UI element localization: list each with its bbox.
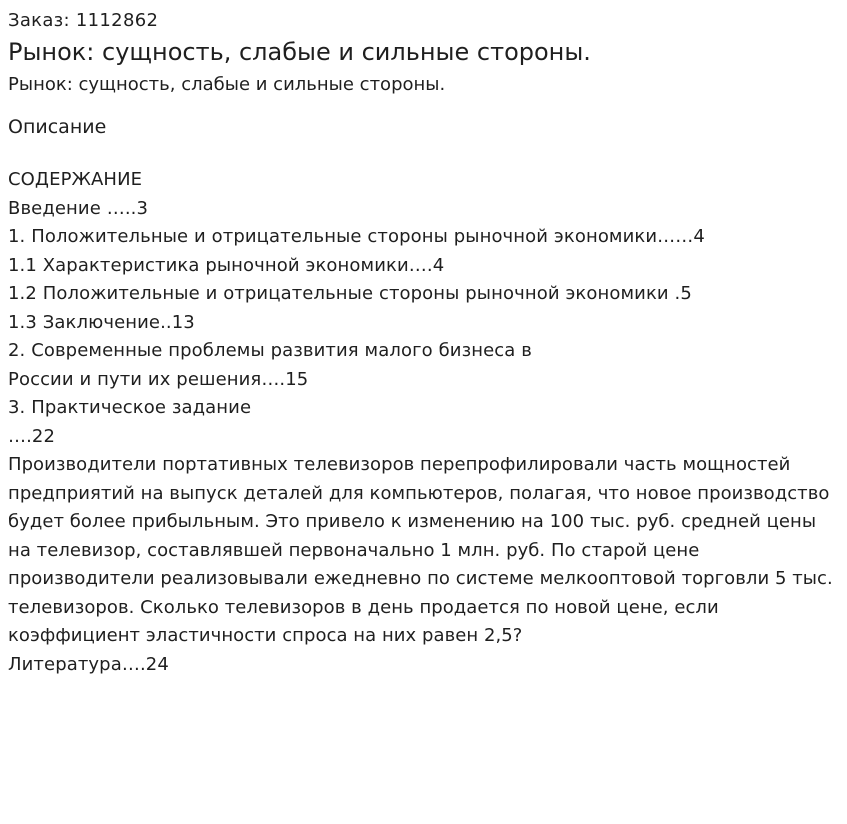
toc-item: 1.2 Положительные и отрицательные стороны рыночной экономики .5	[8, 283, 692, 304]
page-subtitle: Рынок: сущность, слабые и сильные стороны.	[8, 74, 446, 95]
toc-item: 1.3 Заключение..13	[8, 311, 195, 333]
practical-task-text: Производители портативных телевизоров перепрофилировали часть мощностей предприятий на выпуск деталей для компьютеров, полагая, что новое производство будет более прибыльным. Это привело к изменению на 100 тыс. руб. средней цены на телевизор, составлявшей первоначально 1 млн. руб. По старой цене производители реализовывали ежедневно по системе мелкооптовой торговли 5 тыс. телевизоров. Сколько телевизоров в день продается по новой цене, если коэффициент эластичности спроса на них равен 2,5?	[8, 454, 833, 646]
literature-item	[8, 651, 839, 680]
toc-item: Введение …..3	[8, 197, 149, 219]
toc-item: ….22	[8, 425, 56, 447]
toc-item-literature: Литература….24	[8, 653, 169, 675]
order-number: Заказ: 1112862	[8, 10, 159, 31]
toc-item: 2. Современные проблемы развития малого бизнеса в	[8, 340, 532, 361]
description-heading: Описание	[8, 116, 107, 138]
toc-item: 3. Практическое задание	[8, 397, 252, 418]
toc-heading: СОДЕРЖАНИЕ	[8, 169, 143, 190]
table-of-contents	[8, 166, 839, 451]
toc-item: 1.1 Характеристика рыночной экономики….4	[8, 254, 445, 276]
page-title: Рынок: сущность, слабые и сильные стороны.	[8, 38, 591, 66]
toc-item: 1. Положительные и отрицательные стороны рыночной экономики……4	[8, 226, 705, 247]
toc-item: России и пути их решения….15	[8, 368, 309, 390]
